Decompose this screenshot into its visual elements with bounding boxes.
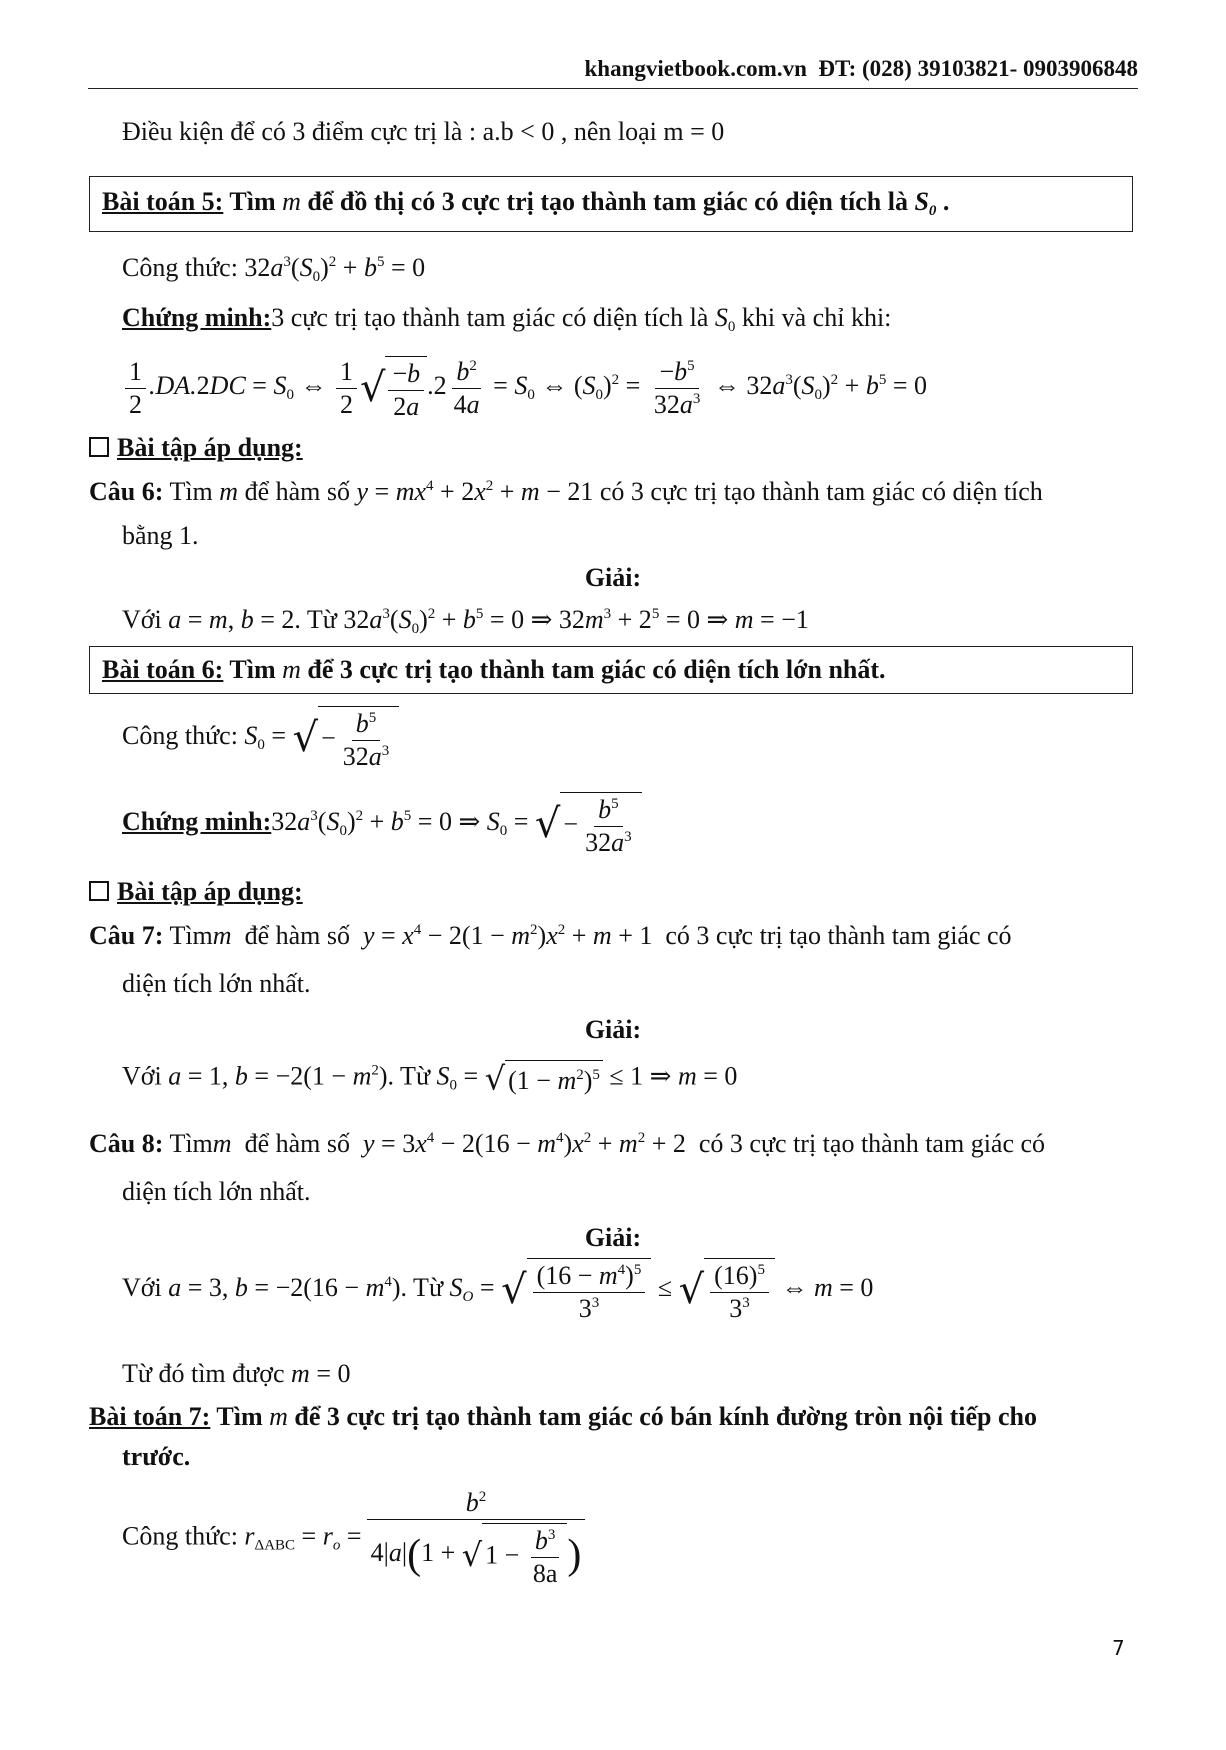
- page-number: 7: [1112, 1636, 1125, 1660]
- exercises-heading-2: Bài tập áp dụng:: [89, 876, 303, 908]
- problem5-proof-equation: $\frac{1}{2}$ $.DA.2DC = S_0$ ⇔ $\frac{1}{2}$ √ $\frac{-b}{2a}$ .2 $\frac{b^2}{4a}$ = $S_0$ ⇔ $(S_0)^2$ = $\frac{-b^5}{32a^3}$ ⇔ $32a^3(S_0)^2 + b^5 = 0$: [122, 356, 927, 420]
- problem5-title: Bài toán 5: Tìm m để đồ thị có 3 cực trị tạo thành tam giác có diện tích là $S_0$ .: [102, 187, 950, 219]
- problem6-box: [89, 646, 1133, 694]
- q6-solution-label: Giải:: [584, 563, 642, 592]
- q8-solution: Với a = 3, $b = -2(16 - m^4)$. Từ $S_O$ = √ $\frac{(16 - m^4)^5}{3^3}$ ≤ √ $\frac{(16)^5}{3^3}$ ⇔ m = 0: [122, 1258, 873, 1322]
- q7-statement-cont: diện tích lớn nhất.: [122, 969, 311, 998]
- problem7-title: Bài toán 7: Tìm m để 3 cực trị tạo thành tam giác có bán kính đường tròn nội tiếp cho: [89, 1402, 1037, 1431]
- header-phone: ĐT: (028) 39103821- 0903906848: [818, 56, 1138, 81]
- q7-statement: Câu 7: Tìmm để hàm số $y = x^4 - 2(1 - m^2)x^2 + m + 1$ có 3 cực trị tạo thành tam giác có: [89, 921, 1012, 950]
- problem6-title: Bài toán 6: Tìm m để 3 cực trị tạo thành tam giác có diện tích lớn nhất.: [102, 655, 886, 684]
- page-header: [88, 56, 1138, 82]
- q8-statement: Câu 8: Tìmm để hàm số $y = 3x^4 - 2(16 - m^4)x^2 + m^2 + 2$ có 3 cực trị tạo thành tam giác có: [89, 1129, 1046, 1158]
- q8-solution-label: Giải:: [584, 1223, 642, 1252]
- q6-statement-cont: bằng 1.: [122, 521, 199, 550]
- q8-conclusion: Từ đó tìm được m = 0: [122, 1359, 351, 1388]
- q6-statement: Câu 6: Tìm m để hàm số $y = mx^4 + 2x^2 + m - 21$ có 3 cực trị tạo thành tam giác có diện tích: [89, 477, 1043, 506]
- exercises-heading-1: Bài tập áp dụng:: [89, 432, 303, 464]
- problem7-formula: Công thức: $r_{\Delta ABC} = r_o$ = $b^2$ 4|a|(1 + √ 1 − $\frac{b^3}{8a}$ ): [122, 1490, 584, 1587]
- checkbox-icon: [89, 881, 109, 901]
- q8-statement-cont: diện tích lớn nhất.: [122, 1177, 311, 1206]
- header-divider: [88, 88, 1138, 89]
- proof-label: Chứng minh:: [122, 303, 272, 332]
- problem5-proof: Chứng minh:3 cực trị tạo thành tam giác có diện tích là $S_0$ khi và chỉ khi:: [122, 303, 892, 335]
- problem5-box: [89, 176, 1133, 232]
- problem6-proof: Chứng $\min h:32a^3(S_0)^2 + b^5 = 0$ ⇒ $S_0$ = √ − $\frac{b^5}{32a^3}$: [122, 792, 642, 856]
- q7-solution: Với a = 1, $b = -2(1 - m^2)$. Từ $S_0$ = √ $(1 - m^2)^5 \le 1$ ⇒ m = 0: [122, 1059, 738, 1098]
- problem5-formula: Công thức: $32a^3(S_0)^2 + b^5 = 0$: [122, 253, 426, 285]
- q7-solution-label: Giải:: [584, 1015, 642, 1044]
- header-site: khangvietbook.com.vn: [584, 56, 807, 81]
- q6-solution: Với a = m, b = 2. Từ $32a^3(S_0)^2 + b^5 = 0$ ⇒ $32m^3 + 2^5 = 0$ ⇒ m = −1: [122, 605, 809, 637]
- problem6-formula: Công thức: $S_0$ = √ − $\frac{b^5}{32a^3}$: [122, 706, 399, 770]
- problem7-title-cont: trước.: [122, 1442, 191, 1471]
- checkbox-icon: [89, 437, 109, 457]
- problem5-label: Bài toán 5:: [102, 187, 224, 216]
- intro-line: Điều kiện để có 3 điểm cực trị là : a.b < 0 , nên loại m = 0: [122, 117, 725, 146]
